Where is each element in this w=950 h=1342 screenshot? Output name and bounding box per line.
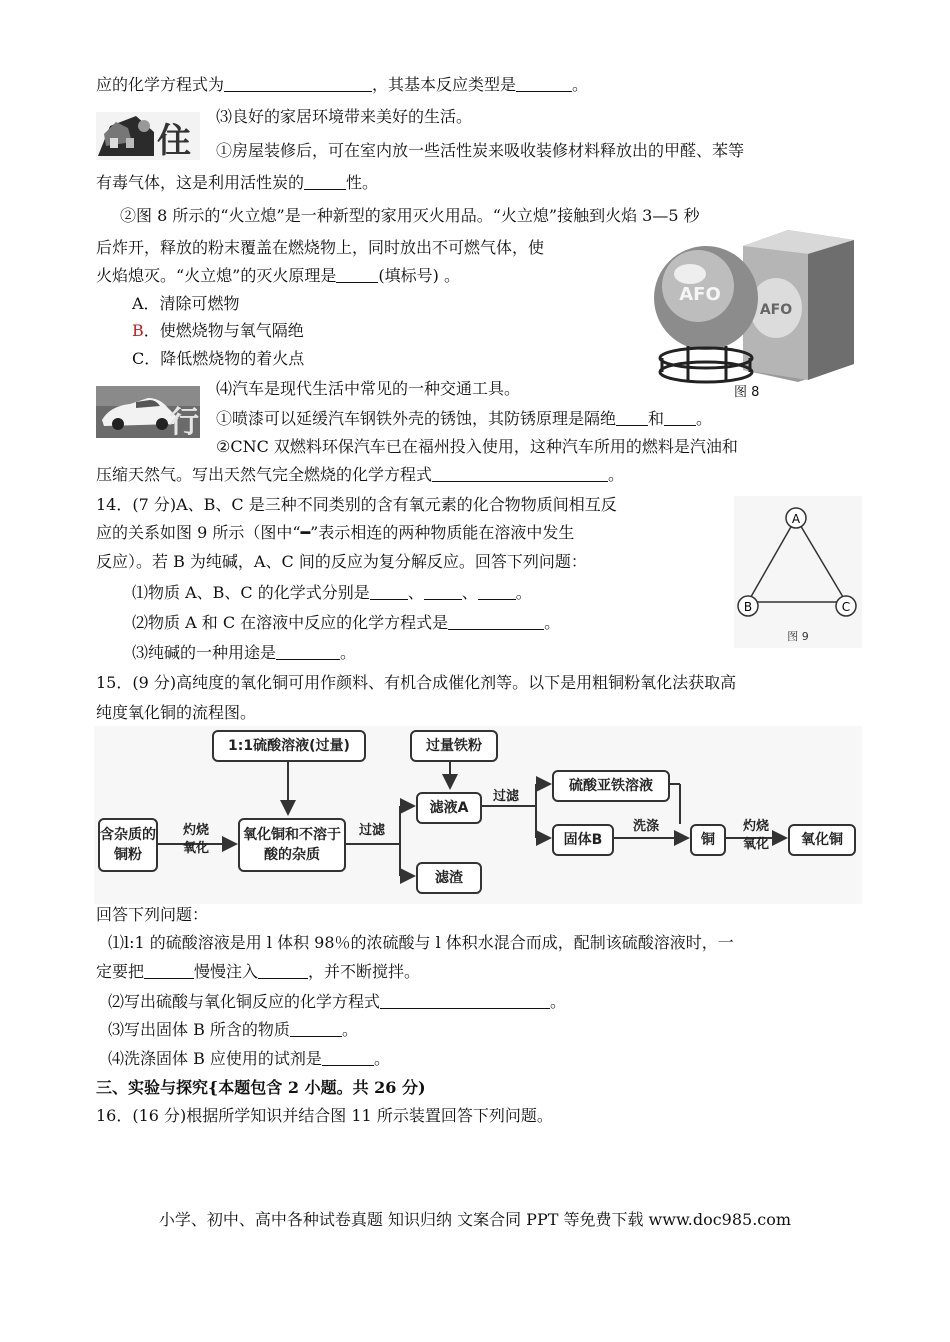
answer-blank[interactable] — [478, 583, 516, 600]
answer-blank[interactable] — [336, 266, 378, 283]
flow-wash-label: 洗涤 — [632, 819, 659, 834]
q13-part4-heading: ⑷汽车是现代生活中常见的一种交通工具。 — [216, 379, 521, 398]
answer-blank[interactable] — [322, 1049, 374, 1066]
svg-text:住: 住 — [157, 121, 191, 160]
flowchart — [94, 726, 862, 904]
q13-part3-2a: ②图 8 所示的“火立熄”是一种新型的家用灭火用品。“火立熄”接触到火焰 3—5 秒 — [120, 206, 700, 225]
flow-acid-box: 1:1硫酸溶液(过量) — [212, 730, 366, 762]
flow-burn2-label: 灼烧氧化 — [742, 819, 769, 852]
q15-sub1a: ⑴l:1 的硫酸溶液是用 l 体积 98％的浓硫酸与 l 体积水混合而成，配制该硫酸溶液时，一 — [108, 933, 734, 952]
flow-solidb-box: 固体B — [552, 824, 614, 856]
q14-line2: 应的关系如图 9 所示（图中“━”表示相连的两种物质能在溶液中发生 — [96, 523, 575, 542]
option-c: C．降低燃烧物的着火点 — [132, 349, 305, 368]
q13-part3-heading: ⑶良好的家居环境带来美好的生活。 — [216, 107, 473, 126]
figure-9-caption: 图 9 — [787, 630, 809, 643]
answer-blank[interactable] — [290, 1020, 342, 1037]
q14-line1: 14．(7 分)A、B、C 是三种不同类别的含有氧元素的化合物物质间相互反 — [96, 495, 617, 514]
node-a: A — [791, 512, 801, 526]
q16-line: 16．(16 分)根据所学知识并结合图 11 所示装置回答下列问题。 — [96, 1106, 553, 1125]
q13-part3-2b: 后炸开，释放的粉末覆盖在燃烧物上，同时放出不可燃气体，使 — [96, 238, 545, 257]
flow-filter1-label: 过滤 — [358, 823, 385, 838]
q13-part4-1: ①喷漆可以延缓汽车钢铁外壳的锈蚀，其防锈原理是隔绝 和 。 — [216, 409, 713, 428]
q14-sub3: ⑶纯碱的一种用途是 。 — [132, 643, 357, 662]
q15-sub2: ⑵写出硫酸与氧化铜反应的化学方程式 。 — [108, 992, 567, 1011]
option-b: B．使燃烧物与氧气隔绝 — [132, 321, 304, 340]
figure-8-fire-extinguisher — [648, 224, 858, 404]
q13-part4-2b: 压缩天然气。写出天然气完全燃烧的化学方程式 。 — [96, 465, 625, 484]
flow-burn1-label: 灼烧氧化 — [182, 823, 209, 856]
flow-feso4-box: 硫酸亚铁溶液 — [552, 770, 670, 802]
answer-blank[interactable] — [448, 613, 544, 630]
q15-line2: 纯度氧化铜的流程图。 — [96, 703, 257, 722]
flow-filter2-label: 过滤 — [492, 789, 519, 804]
page-footer: 小学、初中、高中各种试卷真题 知识归纳 文案合同 PPT 等免费下载 www.doc985.com — [158, 1210, 792, 1229]
q13-line1: 应的化学方程式为 ，其基本反应类型是 。 — [96, 75, 589, 94]
figure-8-caption: 图 8 — [734, 385, 760, 400]
q13-part4-2a: ②CNC 双燃料环保汽车已在福州投入使用，这种汽车所用的燃料是汽油和 — [216, 437, 738, 456]
q15-line1: 15．(9 分)高纯度的氧化铜可用作颜料、有机合成催化剂等。以下是用粗铜粉氧化法获取高 — [96, 673, 737, 692]
q14-sub2: ⑵物质 A 和 C 在溶液中反应的化学方程式是 。 — [132, 613, 561, 632]
q15-sub4: ⑷洗涤固体 B 应使用的试剂是 。 — [108, 1049, 390, 1068]
q13-part3-2c: 火焰熄灭。“火立熄”的灭火原理是 (填标号) 。 — [96, 266, 460, 285]
q15-sub1b: 定要把 慢慢注入 ，并不断搅拌。 — [96, 962, 421, 981]
answer-blank[interactable] — [370, 583, 408, 600]
answer-blank[interactable] — [304, 173, 346, 190]
node-b: B — [743, 600, 753, 614]
answer-blank[interactable] — [664, 409, 696, 426]
answer-blank[interactable] — [276, 643, 340, 660]
home-icon — [96, 112, 200, 160]
answer-blank[interactable] — [224, 75, 372, 92]
q14-sub1: ⑴物质 A、B、C 的化学式分别是 、 、 。 — [132, 583, 532, 602]
svg-text:行: 行 — [169, 405, 199, 438]
flow-iron-box: 过量铁粉 — [410, 730, 498, 762]
answer-blank[interactable] — [424, 583, 462, 600]
answer-blank[interactable] — [432, 465, 608, 482]
flow-cuo-box: 氧化铜 — [788, 824, 856, 856]
flow-filtrate-box: 滤液A — [416, 792, 482, 824]
answer-blank[interactable] — [258, 962, 308, 979]
answer-blank[interactable] — [616, 409, 648, 426]
flow-mix-box: 氧化铜和不溶于酸的杂质 — [238, 818, 346, 872]
answer-blank[interactable] — [144, 962, 194, 979]
q15-sub3: ⑶写出固体 B 所含的物质 。 — [108, 1020, 358, 1039]
answer-blank[interactable] — [380, 992, 550, 1009]
answer-blank[interactable] — [516, 75, 572, 92]
q13-part3-1a: ①房屋装修后，可在室内放一些活性炭来吸收装修材料释放出的甲醛、苯等 — [216, 141, 745, 160]
flow-cu-box: 铜 — [690, 824, 726, 856]
q14-line3: 反应）。若 B 为纯碱，A、C 间的反应为复分解反应。回答下列问题： — [96, 552, 587, 571]
section-3-heading: 三、实验与探究{本题包含 2 小题。共 26 分) — [96, 1078, 426, 1097]
car-icon — [96, 386, 200, 438]
svg-text:AFO: AFO — [759, 302, 793, 318]
svg-text:AFO: AFO — [679, 284, 721, 305]
flow-start-box: 含杂质的铜粉 — [98, 818, 158, 872]
flow-residue-box: 滤渣 — [416, 862, 482, 894]
q13-part3-1b: 有毒气体，这是利用活性炭的 性。 — [96, 173, 379, 192]
option-a: A．清除可燃物 — [132, 294, 240, 313]
node-c: C — [841, 600, 851, 614]
q15-answer-intro: 回答下列问题： — [96, 905, 209, 924]
figure-9-triangle-diagram — [734, 496, 862, 648]
